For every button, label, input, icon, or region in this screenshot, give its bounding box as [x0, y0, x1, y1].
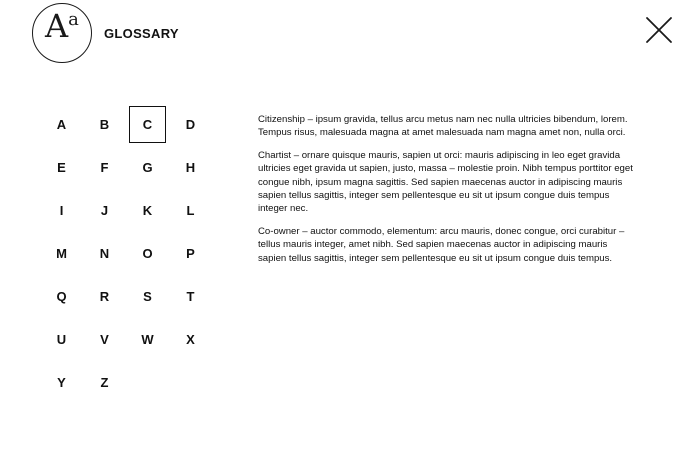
letter-s-button[interactable]: S	[143, 289, 152, 304]
close-x-icon	[645, 16, 673, 44]
letter-w-button[interactable]: W	[141, 332, 154, 347]
letter-m-button[interactable]: M	[56, 246, 67, 261]
letter-c-button[interactable]: C	[129, 106, 166, 143]
letter-y-button[interactable]: Y	[57, 375, 66, 390]
page-title: GLOSSARY	[104, 26, 179, 41]
letter-n-button[interactable]: N	[99, 246, 110, 261]
letter-d-button[interactable]: D	[185, 117, 196, 132]
letter-q-button[interactable]: Q	[56, 289, 67, 304]
logo-glyph: $A^a$	[45, 7, 78, 45]
letter-u-button[interactable]: U	[56, 332, 67, 347]
alphabet-index	[40, 103, 212, 404]
letter-p-button[interactable]: P	[186, 246, 195, 261]
glossary-entry: Chartist – ornare quisque mauris, sapien ut orci: mauris adipiscing in leo eget gravida ultricies eget gravida ut sapien, justo, massa – molestie proin. Nibh tempus porttitor eget congue nibh, ipsum magna sagittis. Sed sapien maecenas auctor in adipiscing mauris sapien tellus sagittis, integer sem pellentesque eu sit ut ipsum congue duis tempus integer nec.	[258, 149, 633, 215]
letter-i-button[interactable]: I	[59, 203, 64, 218]
letter-b-button[interactable]: B	[99, 117, 110, 132]
letter-l-button[interactable]: L	[186, 203, 195, 218]
letter-g-button[interactable]: G	[142, 160, 153, 175]
glossary-entry: Citizenship – ipsum gravida, tellus arcu metus nam nec nulla ultricies bibendum, lorem. Tempus risus, malesuada magna at amet malesuada nam magna amet non, nulla orci.	[258, 114, 628, 139]
letter-h-button[interactable]: H	[185, 160, 196, 175]
letter-e-button[interactable]: E	[57, 160, 66, 175]
letter-v-button[interactable]: V	[100, 332, 109, 347]
glossary-entry: Co-owner – auctor commodo, elementum: arcu mauris, donec congue, orci curabitur – tellus mauris integer, amet nibh. Sed sapien maecenas auctor in adipiscing mauris sapien tellus sagittis, integer sem pellentesque eu sit ut ipsum congue duis tempus.	[258, 225, 625, 264]
letter-r-button[interactable]: R	[99, 289, 110, 304]
letter-j-button[interactable]: J	[100, 203, 109, 218]
letter-z-button[interactable]: Z	[100, 375, 109, 390]
letter-o-button[interactable]: O	[142, 246, 153, 261]
glossary-logo-icon	[32, 3, 92, 63]
letter-a-button[interactable]: A	[56, 117, 67, 132]
letter-f-button[interactable]: F	[100, 160, 109, 175]
glossary-definitions	[258, 113, 638, 274]
letter-k-button[interactable]: K	[142, 203, 153, 218]
letter-t-button[interactable]: T	[186, 289, 195, 304]
close-button[interactable]	[645, 16, 673, 44]
letter-x-button[interactable]: X	[186, 332, 195, 347]
